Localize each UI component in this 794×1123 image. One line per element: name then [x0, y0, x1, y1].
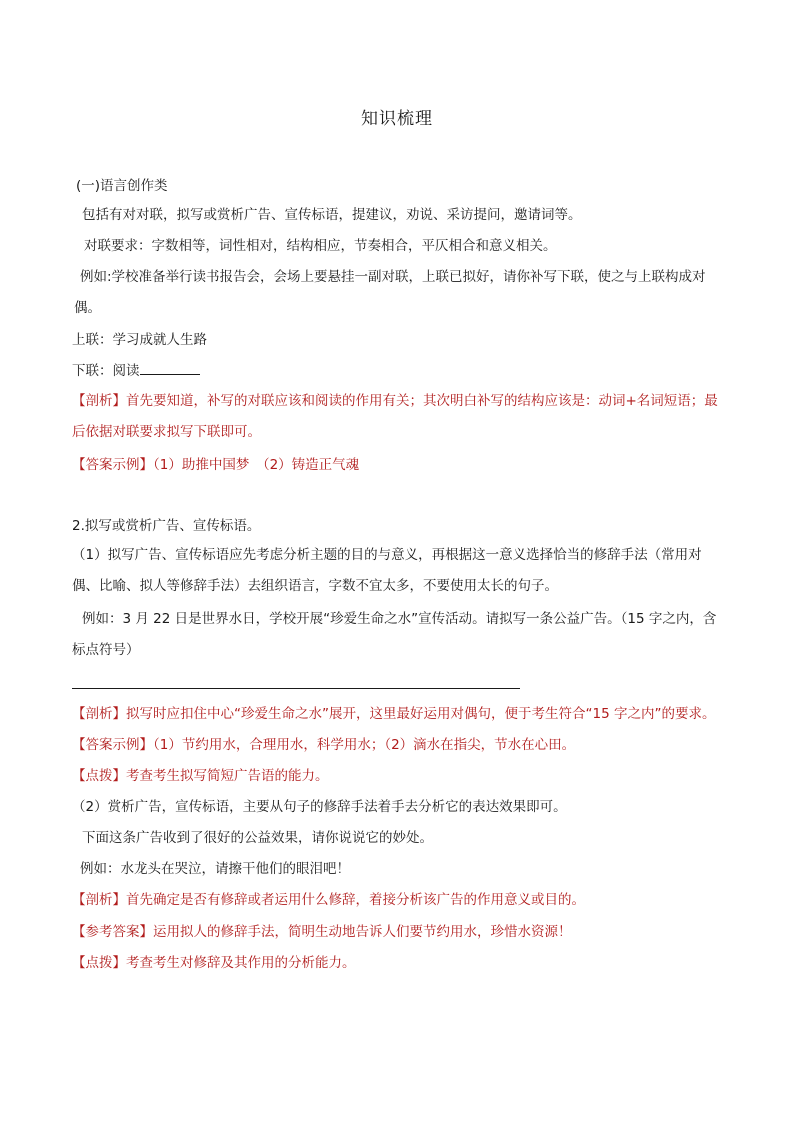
upper-line: 上联：学习成就人生路	[72, 332, 207, 348]
analysis-couplet: 【剖析】首先要知道，补写的对联应该和阅读的作用有关；其次明白补写的结构应该是：动词+名词短语；最后依据对联要求拟写下联即可。	[72, 393, 718, 440]
answer-couplet: 【答案示例】（1）助推中国梦 （2）铸造正气魂	[72, 457, 360, 473]
analysis-ads-1: 【剖析】拟写时应扣住中心“珍爱生命之水”展开，这里最好运用对偶句，便于考生符合“15 字之内”的要求。	[72, 706, 716, 722]
answer-blank	[140, 360, 200, 375]
couplet-example: 例如:学校准备举行读书报告会，会场上要悬挂一副对联，上联已拟好，请你补写下联，使之与上联构成对偶。	[74, 269, 706, 316]
ads-example-2: 例如：水龙头在哭泣，请擦干他们的眼泪吧！	[80, 861, 350, 877]
answer-ads-2: 【参考答案】运用拟人的修辞手法，简明生动地告诉人们要节约用水，珍惜水资源！	[72, 924, 572, 940]
answer-ads-1: 【答案示例】（1）节约用水，合理用水，科学用水；（2）滴水在指尖，节水在心田。	[72, 737, 576, 753]
ads-point-2: （2）赏析广告，宣传标语，主要从句子的修辞手法着手去分析它的表达效果即可。	[72, 799, 567, 815]
tip-ads-1: 【点拨】考查考生拟写简短广告语的能力。	[72, 768, 329, 784]
answer-rule	[72, 688, 520, 689]
ads-point-1: （1）拟写广告、宣传标语应先考虑分析主题的目的与意义，再根据这一意义选择恰当的修辞手法（常用对偶、比喻、拟人等修辞手法）去组织语言，字数不宜太多，不要使用太长的句子。	[72, 547, 702, 594]
section-heading-ads: 2.拟写或赏析广告、宣传标语。	[72, 518, 261, 534]
lower-line	[72, 360, 732, 381]
lower-line-label: 下联：阅读	[72, 363, 140, 379]
intro-text: 包括有对对联，拟写或赏析广告、宣传标语，提建议，劝说、采访提问，邀请词等。	[82, 207, 582, 223]
ads-lead-2: 下面这条广告收到了很好的公益效果，请你说说它的妙处。	[82, 830, 433, 846]
section-heading-language: (一)语言创作类	[76, 178, 168, 194]
tip-ads-2: 【点拨】考查考生对修辞及其作用的分析能力。	[72, 955, 356, 971]
page-title: 知识梳理	[361, 109, 433, 129]
ads-example-1: 例如：3 月 22 日是世界水日，学校开展“珍爱生命之水”宣传活动。请拟写一条公益广告。（15 字之内，含标点符号）	[72, 611, 717, 658]
couplet-requirement: 对联要求：字数相等，词性相对，结构相应，节奏相合，平仄相合和意义相关。	[84, 238, 557, 254]
analysis-ads-2: 【剖析】首先确定是否有修辞或者运用什么修辞，着接分析该广告的作用意义或目的。	[72, 892, 585, 908]
